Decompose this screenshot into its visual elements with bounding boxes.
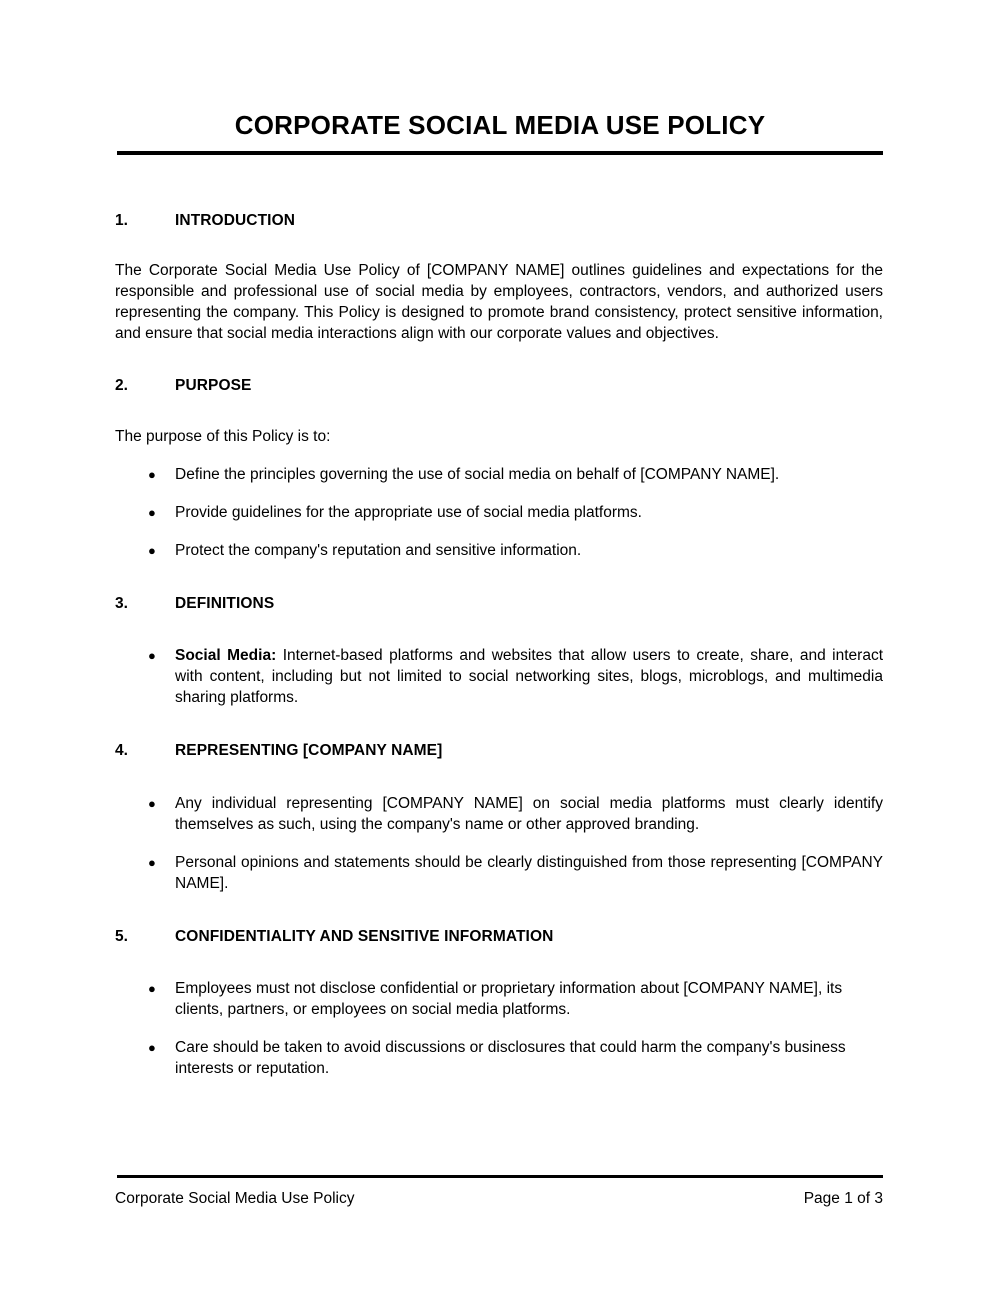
list-item-text: Provide guidelines for the appropriate use of social media platforms. <box>175 503 642 521</box>
bullet-icon: ● <box>148 504 156 520</box>
bullet-icon: ● <box>148 542 156 558</box>
section-1-paragraph: The Corporate Social Media Use Policy of [COMPANY NAME] outlines guidelines and expectations for the responsible and professional use of social media by employees, contractors, vendors, and authorized users representing the company. This Policy is designed to promote brand consistency, protect sensitive information, and ensure that social media interactions align with our corporate values and objectives. <box>115 262 883 343</box>
list-item-text: Employees must not disclose confidential or proprietary information about [COMPANY NAME], its clients, partners, or employees on social media platforms. <box>175 979 843 1018</box>
list-item <box>115 793 883 835</box>
footer-page-number: Page 1 of 3 <box>803 1190 883 1207</box>
bullet-icon: ● <box>148 1039 156 1055</box>
list-item-text: Personal opinions and statements should be clearly distinguished from those representing [COMPANY NAME]. <box>175 853 883 892</box>
list-item-text: Protect the company's reputation and sensitive information. <box>175 541 582 559</box>
section-number-2: 2. <box>115 377 128 395</box>
list-item <box>115 852 883 894</box>
section-title-2: PURPOSE <box>175 377 252 395</box>
section-definitions <box>115 594 883 708</box>
section-number-4: 4. <box>115 742 128 760</box>
section-representing <box>115 741 883 893</box>
section-confidentiality <box>115 927 883 1079</box>
list-item <box>115 540 883 561</box>
section-3-bullet-list <box>115 645 883 708</box>
list-item-text: Define the principles governing the use of social media on behalf of [COMPANY NAME]. <box>175 465 780 483</box>
bullet-icon: ● <box>148 795 156 811</box>
section-number-1: 1. <box>115 212 128 229</box>
section-number-3: 3. <box>115 594 128 612</box>
section-purpose <box>115 376 883 560</box>
list-item <box>115 502 883 523</box>
section-title-3: DEFINITIONS <box>175 594 275 612</box>
page-footer <box>115 1188 883 1209</box>
bullet-icon: ● <box>148 854 156 870</box>
section-number-5: 5. <box>115 927 128 945</box>
section-heading-3 <box>115 594 883 613</box>
title-divider <box>117 151 883 155</box>
section-title-1: INTRODUCTION <box>175 212 296 229</box>
page-title: CORPORATE SOCIAL MEDIA USE POLICY <box>234 110 766 140</box>
section-5-bullet-list <box>115 978 883 1079</box>
section-2-lead-in: The purpose of this Policy is to: <box>115 427 331 445</box>
bullet-icon: ● <box>148 648 156 664</box>
footer-divider <box>117 1175 883 1178</box>
section-title-4: REPRESENTING [COMPANY NAME] <box>175 742 443 760</box>
definition-text: Internet-based platforms and websites that allow users to create, share, and interact with content, including but not limited to social networking sites, blogs, microblogs, and multimedia sharing platforms. <box>175 647 883 707</box>
bullet-icon: ● <box>148 980 156 996</box>
section-heading-1 <box>115 211 883 230</box>
section-introduction <box>115 211 883 344</box>
list-item-text: Any individual representing [COMPANY NAME] on social media platforms must clearly identify themselves as such, using the company's name or other approved branding. <box>175 794 883 833</box>
section-4-bullet-list <box>115 793 883 894</box>
footer-document-name: Corporate Social Media Use Policy <box>115 1190 355 1207</box>
definition-term: Social Media: <box>175 647 277 665</box>
bullet-icon: ● <box>148 466 156 482</box>
section-heading-4 <box>115 741 883 760</box>
list-item <box>115 464 883 485</box>
section-2-bullet-list <box>115 464 883 561</box>
list-item <box>115 1037 883 1079</box>
list-item-text: Care should be taken to avoid discussions or disclosures that could harm the company's business interests or reputation. <box>175 1038 846 1077</box>
section-title-5: CONFIDENTIALITY AND SENSITIVE INFORMATION <box>175 927 554 945</box>
list-item <box>115 978 883 1020</box>
section-heading-5 <box>115 927 883 946</box>
document-body <box>115 211 883 1079</box>
section-heading-2 <box>115 376 883 395</box>
list-item <box>115 645 883 708</box>
